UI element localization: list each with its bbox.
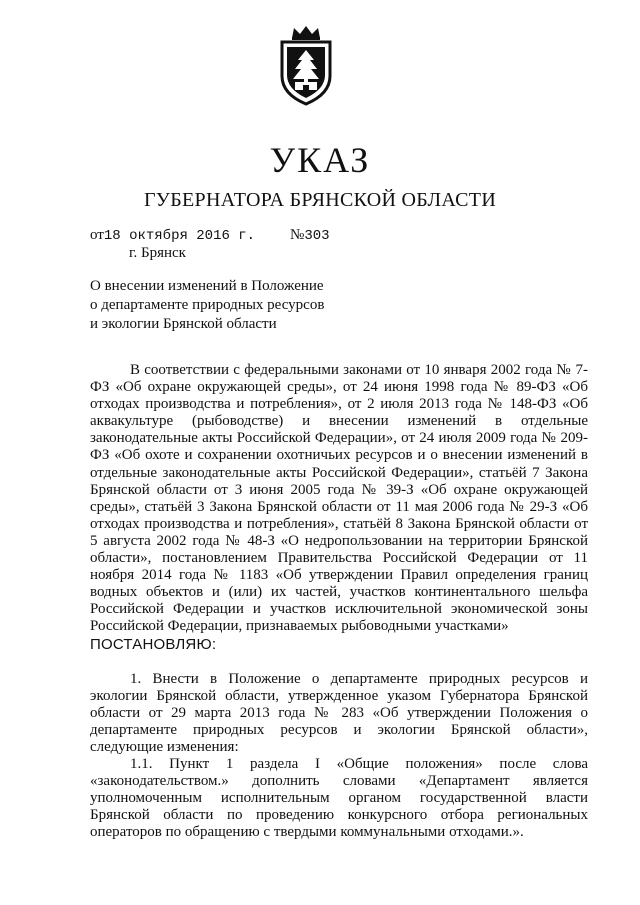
document-subtitle: ГУБЕРНАТОРА БРЯНСКОЙ ОБЛАСТИ [143, 189, 497, 211]
document-subject [90, 277, 390, 334]
document-number [290, 226, 330, 245]
document-date: 18 октября 2016 г. [103, 228, 256, 244]
coat-of-arms-emblem [274, 24, 338, 108]
subject-line: о департаменте природных ресурсов [90, 297, 325, 313]
item-1-paragraph: 1. Внести в Положение о департаменте природных ресурсов и экологии Брянской области, утвержденное указом Губернатора Брянской области от 29 марта 2013 года № 283 «Об утверждении Положения о департаменте природных ресурсов и экологии Брянской области», следующие изменения: [90, 670, 588, 755]
date-prefix: от [90, 227, 104, 243]
preamble-paragraph: В соответствии с федеральными законами от 10 января 2002 года № 7-ФЗ «Об охране окружающей среды», от 24 июня 1998 года № 89-ФЗ «Об отходах производства и потребления», от 2 июля 2013 года № 148-ФЗ «Об аквакультуре (рыбоводстве) и внесении изменений в отдельные законодательные акты Российской Федерации», от 24 июля 2009 года № 209-ФЗ «Об охоте и сохранении охотничьих ресурсов и о внесении изменений в отдельные законодательные акты Российской Федерации», статьёй 7 Закона Брянской области от 3 июня 2005 года № 39-З «Об охране окружающей среды», статьёй 3 Закона Брянской области от 11 мая 2006 года № 29-З «Об отходах производства и потребления», статьёй 8 Закона Брянской области от 5 августа 2002 года № 48-З «О недропользовании на территории Брянской области», постановлением Правительства Российской Федерации от 11 ноября 2014 года № 1183 «Об утверждении Правил определения границ водных объектов и (или) их частей, участков континентального шельфа Российской Федерации и участков исключительной экономической зоны Российской Федерации, признаваемых рыбоводными участками» [90, 362, 588, 635]
item-1-1-paragraph: 1.1. Пункт 1 раздела I «Общие положения» после слова «законодательством.» дополнить словами «Департамент является уполномоченным исполнительным органом государственной власти Брянской области по проведению конкурсного отбора региональных операторов по обращению с твердыми коммунальными отходами.». [90, 756, 588, 841]
document-city: г. Брянск [129, 245, 186, 261]
document-title: УКАЗ [269, 140, 371, 180]
number-prefix: № [290, 227, 305, 243]
decree-keyword: ПОСТАНОВЛЯЮ: [90, 635, 217, 653]
subject-line: и экологии Брянской области [90, 316, 277, 332]
number-value: 303 [304, 228, 330, 244]
date-line [90, 226, 330, 245]
document-body [90, 362, 588, 842]
subject-line: О внесении изменений в Положение [90, 278, 324, 294]
